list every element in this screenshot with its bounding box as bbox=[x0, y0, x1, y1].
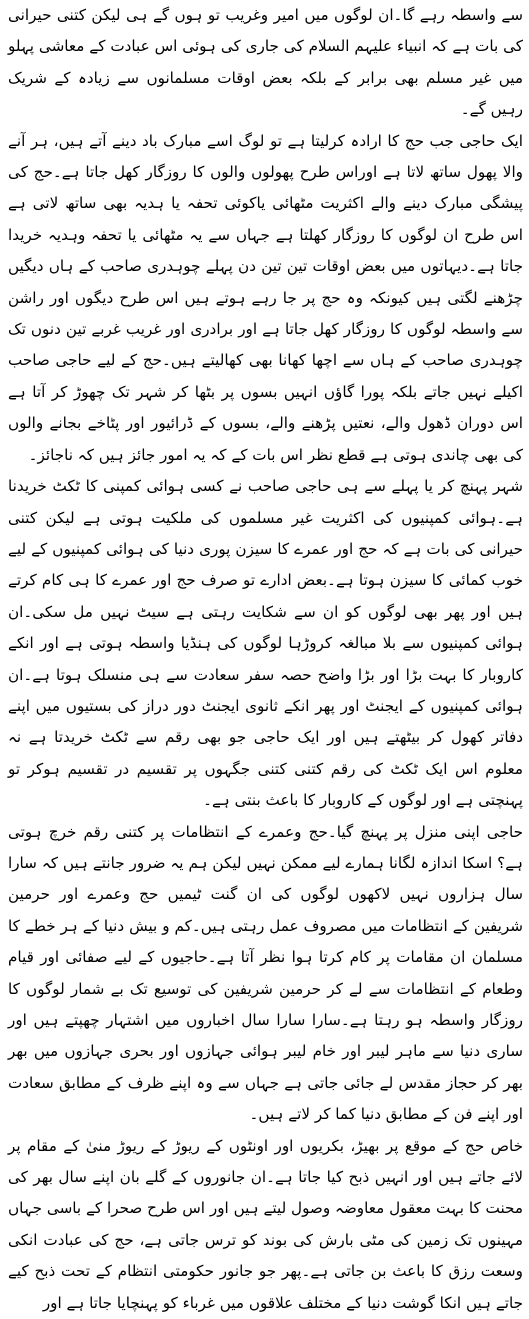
paragraph: شہر پہنچ کر یا پہلے سے ہی حاجی صاحب نے کسی ہوائی کمپنی کا ٹکٹ خریدنا ہے۔ہوائی کمپنیوں کی اکثریت غیر مسلموں کی ملکیت ہوتی ہے لیکن کتنی حیرانی کی بات ہے کہ حج اور عمرے کا سیزن پوری دنیا کی ہوائی کمپنیوں کے لیے خوب کمائی کا سیزن ہوتا ہے۔بعض ادارے تو صرف حج اور عمرے کا ہی کام کرتے ہیں اور پھر بھی لوگوں کو ان سے شکایت رہتی ہے سیٹ نہیں مل سکی۔ان ہوائی کمپنیوں سے بلا مبالغہ کروڑہا لوگوں کی ہنڈیا واسطہ ہوتی ہے اور انکے کاروبار کا بہت بڑا اور بڑا واضح حصہ سفر سعادت سے ہی منسلک ہوتا ہے۔ان ہوائی کمپنیوں کے ایجنٹ اور پھر انکے ثانوی ایجنٹ دور دراز کی بستیوں میں اپنے دفاتر کھول کر بیٹھتے ہیں اور ایک حاجی جو بھی رقم سے ٹکٹ خریدتا ہے نہ معلوم اس ایک ٹکٹ کی رقم کتنی کتنی جگہوں پر تقسیم در تقسیم ہوکر تو پہنچتی ہے اور لوگوں کے کاروبار کا باعث بنتی ہے۔ bbox=[8, 477, 523, 810]
paragraph: ایک حاجی جب حج کا ارادہ کرلیتا ہے تو لوگ اسے مبارک باد دینے آتے ہیں، ہر آنے والا پھول ساتھ لاتا ہے اوراس طرح پھولوں والوں کا روزگار کھل جاتا ہے۔حج کی پیشگی مبارک دینے والے اکثریت مٹھائی یاکوئی تحفہ یا ہدیہ بھی ساتھ لاتی ہے اس طرح ان لوگوں کا روزگار کھلتا ہے جہاں سے یہ مٹھائی یا تحفہ وہدیہ خریدا جاتا ہے۔دیہاتوں میں بعض اوقات تین تین دن پہلے چوہدری صاحب کے ہاں دیگیں چڑھنے لگتی ہیں کیونکہ وہ حج پر جا رہے ہوتے ہیں اس طرح دیگوں اور راشن سے واسطہ لوگوں کا روزگار کھل جاتا ہے اور برادری اور غریب غربے تین دنوں تک چوہدری صاحب کے ہاں سے اچھا کھانا بھی کھالیتے ہیں۔حج کے لیے حاجی صاحب اکیلے نہیں جاتے بلکہ پورا گاؤں انہیں بسوں پر بٹھا کر شہر تک چھوڑ کر آتا ہے اس دوران ڈھول والے، نعتیں پڑھنے والے، بسوں کے ڈرائیور اور پٹاخے بجانے والوں کی بھی چاندی ہوتی ہے قطع نظر اس بات کے کہ یہ امور جائز ہیں کہ ناجائز۔ bbox=[8, 131, 523, 464]
paragraph: حاجی اپنی منزل پر پہنچ گیا۔حج وعمرے کے انتظامات پر کتنی رقم خرچ ہوتی ہے؟ اسکا اندازہ لگانا ہمارے لیے ممکن نہیں لیکن ہم یہ ضرور جانتے ہیں کہ سارا سال ہزاروں نہیں لاکھوں لوگوں کی ان گنت ٹیمیں حج وعمرے اور حرمین شریفین کے انتظامات میں مصروف عمل رہتی ہیں۔کم و بیش دنیا کے ہر خطے کا مسلمان ان مقامات پر کام کرتا ہوا نظر آتا ہے۔حاجیوں کے لیے صفائی اور قیام وطعام کے انتظامات سے لے کر حرمین شریفین کی توسیع تک بے شمار لوگوں کا روزگار واسطہ ہو رہتا ہے۔سارا سارا سال اخباروں میں اشتہار چھپتے ہیں اور ساری دنیا سے ماہر لیبر اور خام لیبر ہوائی جہازوں اور بحری جہازوں میں بھر بھر کر حجاز مقدس لے جائی جاتی ہے جہاں سے وہ اپنے ظرف کے مطابق سعادت اور اپنے فن کے مطابق دنیا کما کر لاتے ہیں۔ bbox=[8, 822, 523, 1124]
paragraph: سے واسطہ رہے گا۔ان لوگوں میں امیر وغریب تو ہوں گے ہی لیکن کتنی حیرانی کی بات ہے کہ انبیاء علیہم السلام کی جاری کی ہوئی اس عبادت کے معاشی پہلو میں غیر مسلم بھی برابر کے بلکہ بعض اوقات مسلمانوں سے زیادہ کے شریک رہیں گے۔ bbox=[8, 6, 523, 119]
paragraph: خاص حج کے موقع پر بھیڑ، بکریوں اور اونٹوں کے ریوڑ کے ریوڑ منیٰ کے مقام پر لائے جاتے ہیں اور انہیں ذبح کیا جاتا ہے۔ان جانوروں کے گلے بان اپنے سال بھر کی محنت کا بہت معقول معاوضہ وصول لیتے ہیں اور اس طرح صحرا کے باسی جہاں مہینوں تک زمین کی مٹی بارش کی بوند کو ترس جاتی ہے، حج کی عبادت انکی وسعت رزق کا باعث بن جاتی ہے۔پھر جو جانور حکومتی انتظام کے تحت ذبح کیے جاتے ہیں انکا گوشت دنیا کے مختلف علاقوں میں غرباء کو پہنچایا جاتا ہے اور bbox=[8, 1136, 523, 1312]
